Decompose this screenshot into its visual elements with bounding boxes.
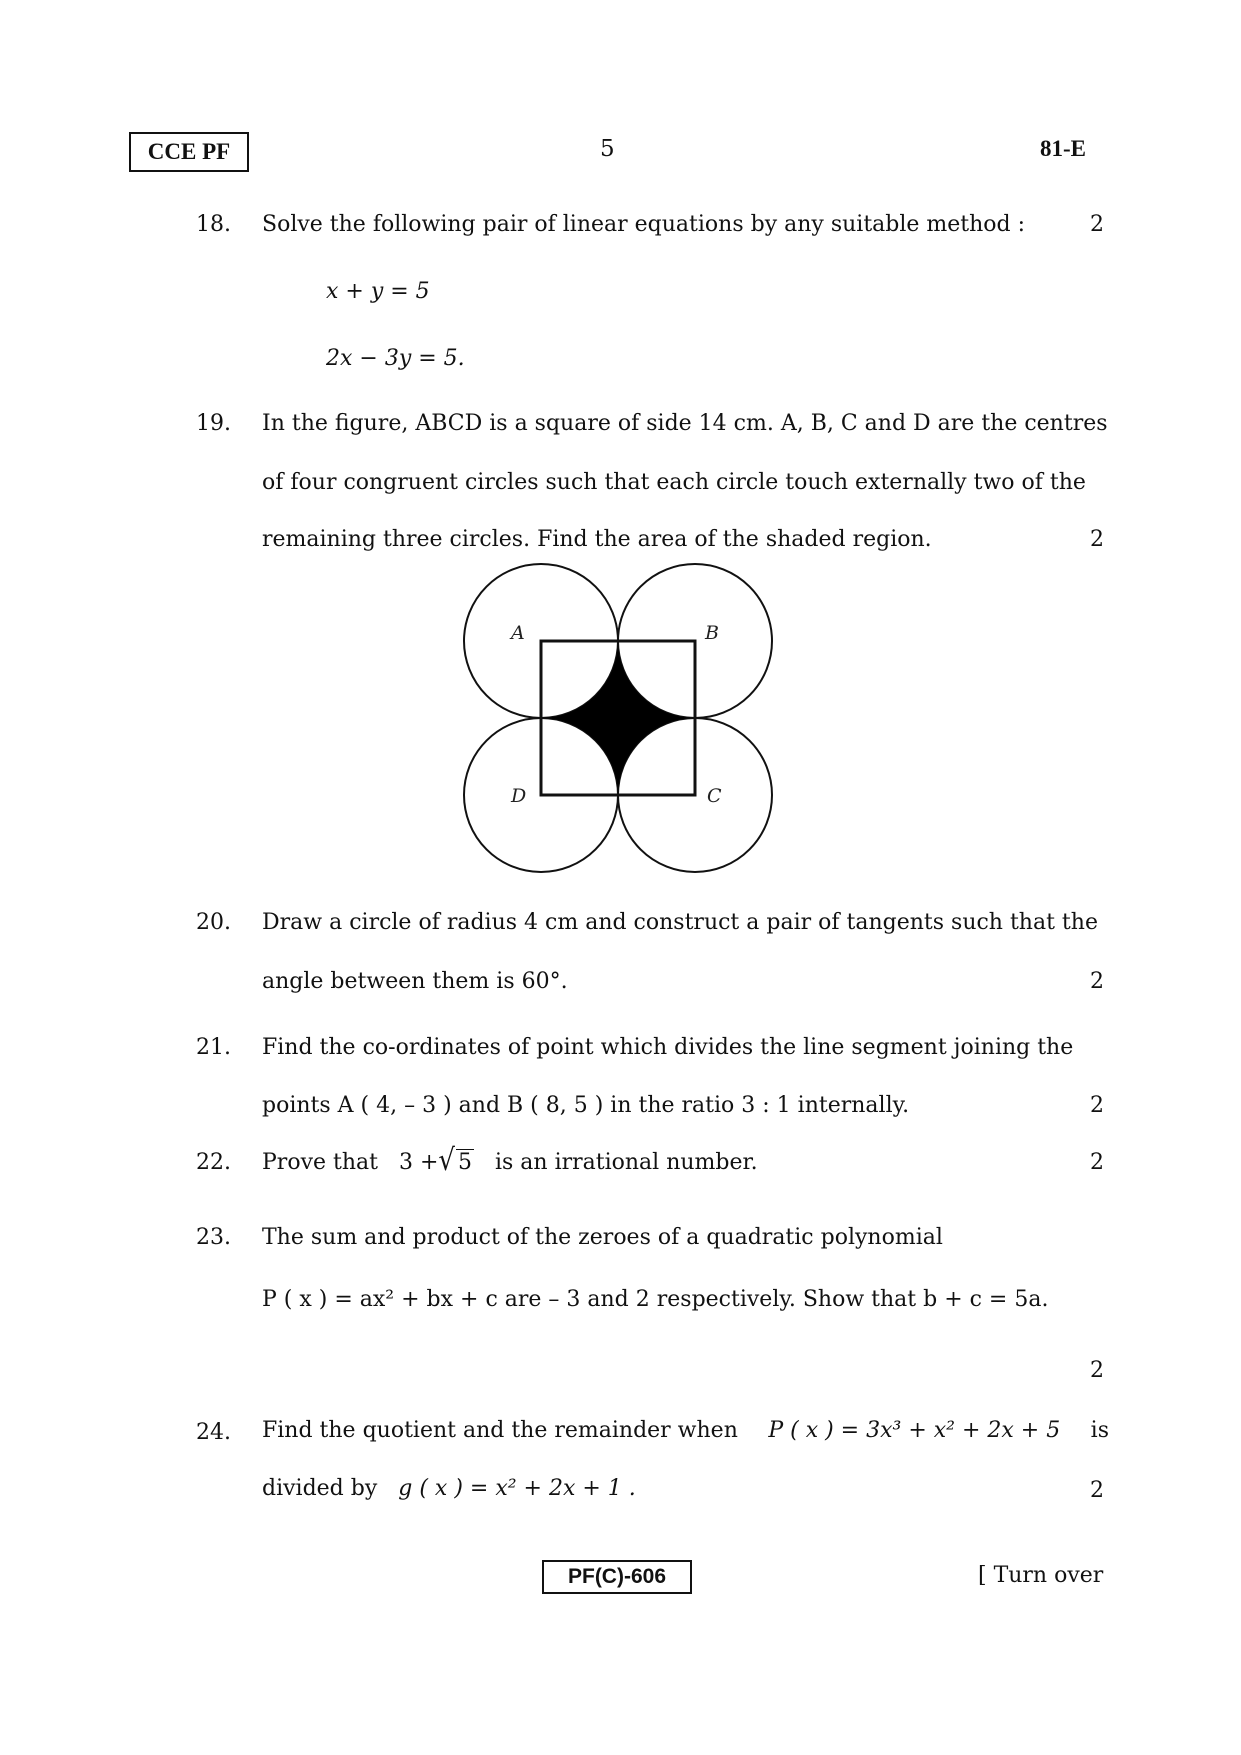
question-23-line-2: P ( x ) = ax² + bx + c are – 3 and 2 respectively. Show that b + c = 5a. [262,1287,1049,1312]
question-22-prefix: Prove that [262,1150,378,1175]
question-24-line-1-end: is [1090,1418,1109,1443]
question-24-line-2-text: divided by [262,1476,378,1501]
shaded-region [541,641,695,795]
question-23-line-1: The sum and product of the zeroes of a quadratic polynomial [262,1225,943,1250]
question-number-18: 18. [196,212,231,237]
question-18-equation-1: x + y = 5 [326,279,430,304]
question-number-24: 24. [196,1420,231,1445]
header-code-box: CCE PF [129,132,249,172]
question-21-line-1 [262,1035,1109,1060]
question-21-marks: 2 [1090,1093,1104,1118]
question-number-20: 20. [196,910,231,935]
question-19-line-1 [262,411,1109,436]
question-18-marks: 2 [1090,212,1104,237]
question-19-line-2 [262,470,1109,495]
question-24-line-2 [262,1476,636,1501]
question-20-line-1 [262,910,1109,935]
sqrt-sign: √ [438,1143,455,1179]
turn-over-label: [ Turn over [978,1563,1104,1588]
question-24-polynomial-p: P ( x ) = 3x³ + x² + 2x + 5 [768,1418,1061,1443]
question-20-line-2: angle between them is 60°. [262,969,568,994]
question-24-polynomial-g: g ( x ) = x² + 2x + 1 . [398,1476,636,1501]
question-20-line-1-text: Draw a circle of radius 4 cm and construct a pair of tangents such that the [262,910,1098,935]
footer-code-box: PF(C)-606 [542,1560,692,1594]
question-20-marks: 2 [1090,969,1104,994]
question-22-suffix: is an irrational number. [494,1150,758,1175]
question-21-line-1-text: Find the co-ordinates of point which divides the line segment joining the [262,1035,1074,1060]
four-circles-figure [455,555,785,885]
question-24-marks: 2 [1090,1478,1104,1503]
question-19-line-2-text: of four congruent circles such that each circle touch externally two of the [262,470,1086,495]
question-19-line-1-text: In the figure, ABCD is a square of side 14 cm. A, B, C and D are the centres [262,411,1108,436]
question-24-line-1-text: Find the quotient and the remainder when [262,1418,738,1443]
question-22-expr-lead: 3 + [398,1150,439,1175]
page-number: 5 [600,136,615,162]
question-18-equation-2: 2x − 3y = 5. [326,346,465,371]
question-18-text: Solve the following pair of linear equations by any suitable method : [262,212,1026,237]
question-21-line-2: points A ( 4, – 3 ) and B ( 8, 5 ) in the ratio 3 : 1 internally. [262,1093,910,1118]
question-19-marks: 2 [1090,527,1104,552]
question-22-radicand: 5 [457,1150,472,1175]
question-number-19: 19. [196,411,231,436]
label-b: B [705,622,719,644]
question-19-line-3: remaining three circles. Find the area of the shaded region. [262,527,932,552]
label-d: D [511,785,527,807]
question-22-line [262,1143,758,1179]
question-number-22: 22. [196,1150,231,1175]
paper-code: 81-E [1040,136,1086,161]
question-22-marks: 2 [1090,1150,1104,1175]
question-number-21: 21. [196,1035,231,1060]
label-a: A [511,622,525,644]
question-23-marks: 2 [1090,1358,1104,1383]
question-24-line-1 [262,1418,1109,1443]
label-c: C [707,785,722,807]
question-number-23: 23. [196,1225,231,1250]
